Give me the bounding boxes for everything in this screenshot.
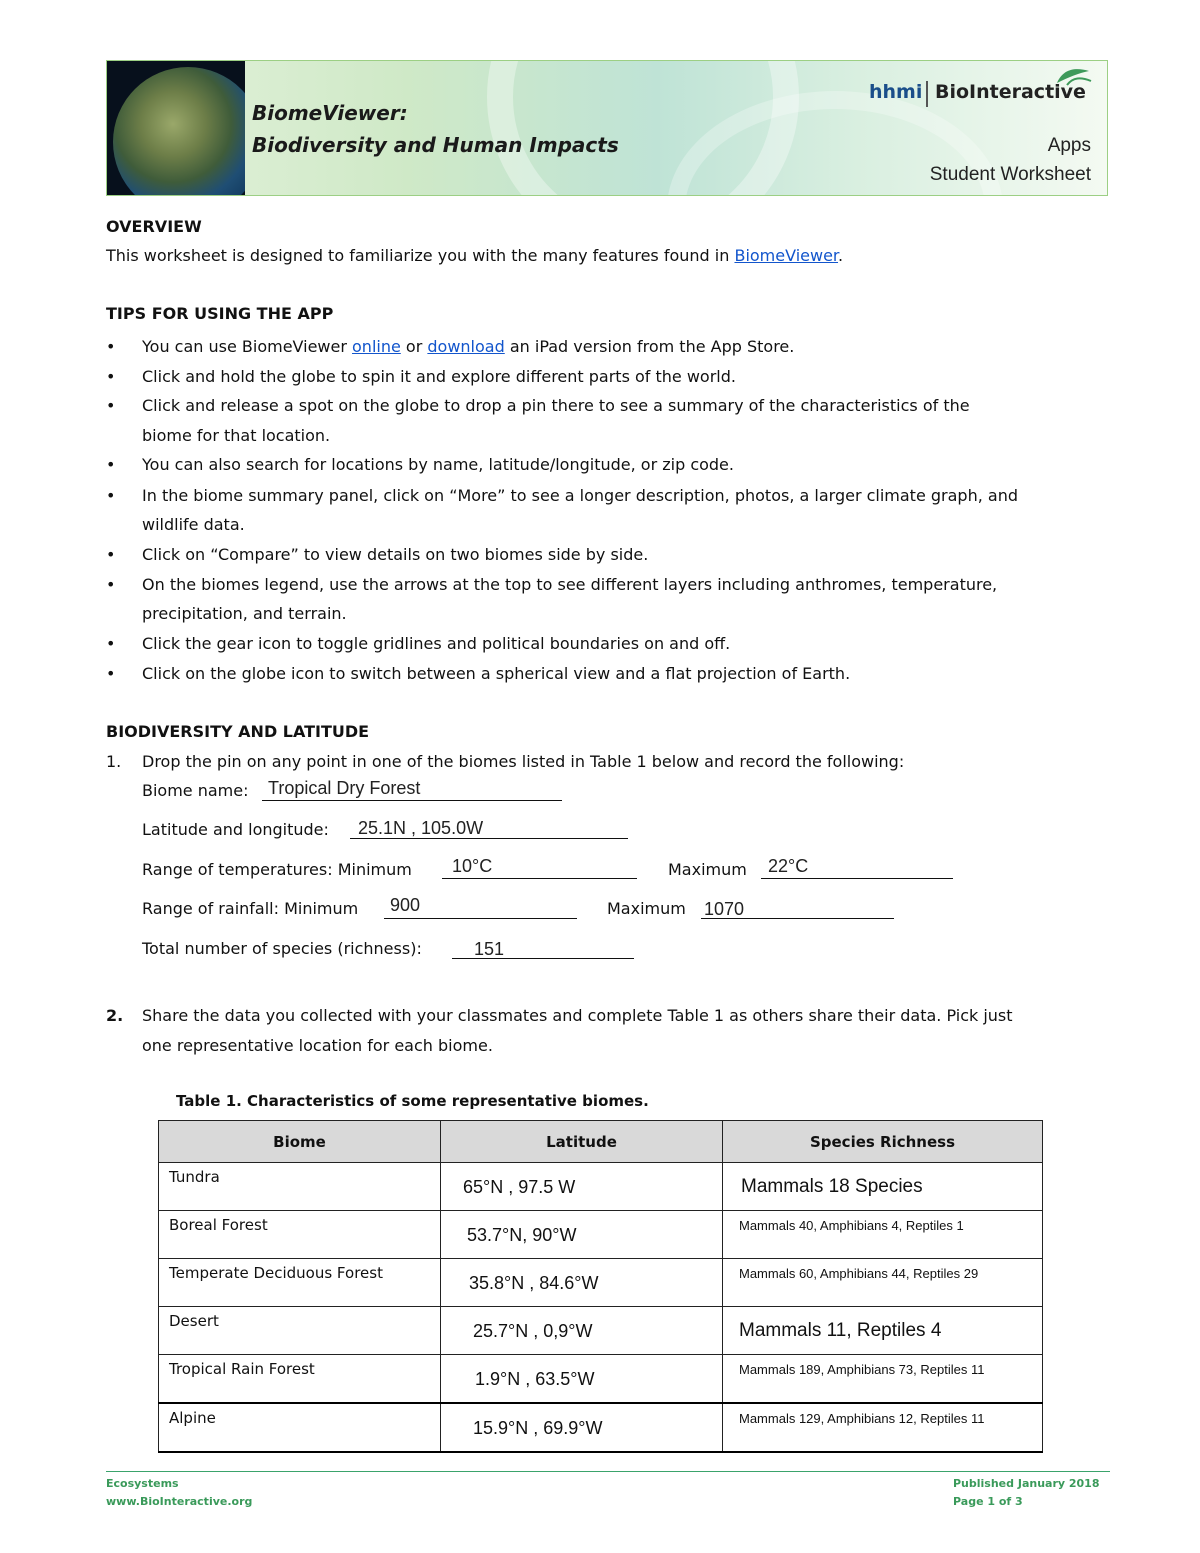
- header-biome: Biome: [159, 1121, 441, 1163]
- table-row: [159, 1211, 1043, 1259]
- bullet-icon: •: [106, 396, 116, 415]
- latlong-label: Latitude and longitude:: [142, 820, 329, 839]
- table-row: [159, 1259, 1043, 1307]
- temp-max-value[interactable]: 22°C: [768, 856, 809, 876]
- rain-min-underline: [384, 918, 577, 919]
- title-line-2: Biodiversity and Human Impacts: [252, 133, 619, 157]
- richness-value: Mammals 11, Reptiles 4: [739, 1320, 942, 1341]
- biome-name-underline: [262, 800, 562, 801]
- latitude-value: 1.9°N , 63.5°W: [475, 1369, 595, 1389]
- overview-text-before: This worksheet is designed to familiarize you with the many features found in: [106, 246, 735, 265]
- richness-cell[interactable]: [723, 1307, 1043, 1355]
- header-latitude: Latitude: [441, 1121, 723, 1163]
- question-2-number: 2.: [106, 1006, 124, 1025]
- biome-cell: Boreal Forest: [159, 1211, 441, 1259]
- biome-cell: Alpine: [159, 1403, 441, 1452]
- richness-cell[interactable]: [723, 1355, 1043, 1404]
- tip-item: Click on “Compare” to view details on two biomes side by side.: [142, 545, 649, 564]
- earth-globe-icon: [113, 67, 245, 195]
- hhmi-logo: hhmi: [869, 81, 923, 103]
- header-species-richness: Species Richness: [723, 1121, 1043, 1163]
- overview-text-after: .: [838, 246, 844, 265]
- richness-value: Mammals 60, Amphibians 44, Reptiles 29: [739, 1266, 979, 1281]
- header-banner: [106, 60, 1108, 196]
- tip-item-cont: biome for that location.: [142, 426, 331, 445]
- latitude-value: 35.8°N , 84.6°W: [469, 1273, 599, 1293]
- footer-website[interactable]: www.BioInteractive.org: [106, 1495, 253, 1508]
- biome-cell: Tundra: [159, 1163, 441, 1211]
- latitude-cell[interactable]: [441, 1307, 723, 1355]
- temp-min-label: Range of temperatures: Minimum: [142, 860, 412, 879]
- species-label: Total number of species (richness):: [142, 939, 422, 958]
- bullet-icon: •: [106, 545, 116, 564]
- tip-item: Click and hold the globe to spin it and explore different parts of the world.: [142, 367, 736, 386]
- tip-item: Click and release a spot on the globe to drop a pin there to see a summary of the characteristics of the: [142, 396, 970, 415]
- tip-item: On the biomes legend, use the arrows at the top to see different layers including anthromes, temperature,: [142, 575, 998, 594]
- tips-heading: TIPS FOR USING THE APP: [106, 304, 334, 323]
- temp-max-label: Maximum: [668, 860, 747, 879]
- question-1-number: 1.: [106, 752, 122, 771]
- tip-item-cont: wildlife data.: [142, 515, 245, 534]
- temp-min-value[interactable]: 10°C: [452, 856, 493, 876]
- logo-divider: [926, 81, 928, 107]
- rain-min-label: Range of rainfall: Minimum: [142, 899, 359, 918]
- latitude-value: 53.7°N, 90°W: [467, 1225, 577, 1245]
- tip-item: [142, 337, 794, 357]
- richness-value: Mammals 129, Amphibians 12, Reptiles 11: [739, 1411, 985, 1426]
- globe-image: [107, 61, 245, 195]
- latitude-cell[interactable]: [441, 1259, 723, 1307]
- latitude-value: 15.9°N , 69.9°W: [473, 1418, 603, 1438]
- tip-item: You can also search for locations by name, latitude/longitude, or zip code.: [142, 455, 734, 474]
- rain-max-label: Maximum: [607, 899, 686, 918]
- tip-item-cont: precipitation, and terrain.: [142, 604, 347, 623]
- tip-item: Click the gear icon to toggle gridlines and political boundaries on and off.: [142, 634, 731, 653]
- tip-text: an iPad version from the App Store.: [504, 337, 795, 356]
- overview-heading: OVERVIEW: [106, 217, 202, 236]
- biome-name-value[interactable]: Tropical Dry Forest: [268, 778, 421, 798]
- footer-page: Page 1 of 3: [953, 1495, 1023, 1508]
- richness-value: Mammals 40, Amphibians 4, Reptiles 1: [739, 1218, 964, 1233]
- table-row: [159, 1355, 1043, 1404]
- latitude-cell[interactable]: [441, 1163, 723, 1211]
- rain-min-value[interactable]: 900: [390, 895, 421, 915]
- overview-text: [106, 246, 843, 266]
- latitude-value: 65°N , 97.5 W: [463, 1177, 576, 1197]
- footer-unit: Ecosystems: [106, 1477, 179, 1490]
- bullet-icon: •: [106, 575, 116, 594]
- bullet-icon: •: [106, 367, 116, 386]
- latitude-cell[interactable]: [441, 1403, 723, 1452]
- question-1-text: Drop the pin on any point in one of the biomes listed in Table 1 below and record the following:: [142, 752, 905, 771]
- table-row: [159, 1307, 1043, 1355]
- latitude-cell[interactable]: [441, 1355, 723, 1404]
- tip-text: You can use BiomeViewer: [142, 337, 353, 356]
- header-doc-type: Student Worksheet: [929, 164, 1091, 185]
- latitude-value: 25.7°N , 0,9°W: [473, 1321, 593, 1341]
- richness-cell[interactable]: [723, 1259, 1043, 1307]
- richness-cell[interactable]: [723, 1163, 1043, 1211]
- question-2-text: Share the data you collected with your classmates and complete Table 1 as others share their data. Pick just: [142, 1006, 1013, 1025]
- latlong-value[interactable]: 25.1N , 105.0W: [358, 818, 484, 838]
- richness-value: Mammals 18 Species: [741, 1176, 923, 1197]
- footer-published: Published January 2018: [953, 1477, 1100, 1490]
- title-line-1: BiomeViewer:: [252, 101, 408, 125]
- biome-name-label: Biome name:: [142, 781, 249, 800]
- table-row: [159, 1163, 1043, 1211]
- tip-item: Click on the globe icon to switch between a spherical view and a flat projection of Earth.: [142, 664, 851, 683]
- temp-min-underline: [442, 878, 637, 879]
- footer-divider: [106, 1471, 1110, 1472]
- richness-value: Mammals 189, Amphibians 73, Reptiles 11: [739, 1362, 985, 1377]
- question-2-text-cont: one representative location for each biome.: [142, 1036, 493, 1055]
- tip-item: In the biome summary panel, click on “More” to see a longer description, photos, a larger climate graph, and: [142, 486, 1018, 505]
- table-header-row: [159, 1121, 1043, 1163]
- temp-max-underline: [761, 878, 953, 879]
- latitude-cell[interactable]: [441, 1211, 723, 1259]
- download-link[interactable]: download: [427, 337, 505, 356]
- biome-cell: Desert: [159, 1307, 441, 1355]
- bullet-icon: •: [106, 664, 116, 683]
- bullet-icon: •: [106, 486, 116, 505]
- rain-max-value[interactable]: 1070: [704, 899, 745, 919]
- biomes-table: [158, 1120, 1043, 1453]
- richness-cell[interactable]: [723, 1211, 1043, 1259]
- bullet-icon: •: [106, 634, 116, 653]
- biome-cell: Temperate Deciduous Forest: [159, 1259, 441, 1307]
- bullet-icon: •: [106, 337, 116, 356]
- bullet-icon: •: [106, 455, 116, 474]
- section-heading: BIODIVERSITY AND LATITUDE: [106, 722, 370, 741]
- table-row: [159, 1403, 1043, 1452]
- biomeviewer-link[interactable]: BiomeViewer: [734, 246, 839, 265]
- online-link[interactable]: online: [352, 337, 401, 356]
- header-category: Apps: [1047, 135, 1091, 156]
- richness-cell[interactable]: [723, 1403, 1043, 1452]
- tip-text: or: [400, 337, 428, 356]
- table-caption: Table 1. Characteristics of some representative biomes.: [176, 1092, 649, 1110]
- biointeractive-logo: BioInteractive: [935, 81, 1086, 103]
- biome-cell: Tropical Rain Forest: [159, 1355, 441, 1404]
- species-value[interactable]: 151: [474, 939, 505, 959]
